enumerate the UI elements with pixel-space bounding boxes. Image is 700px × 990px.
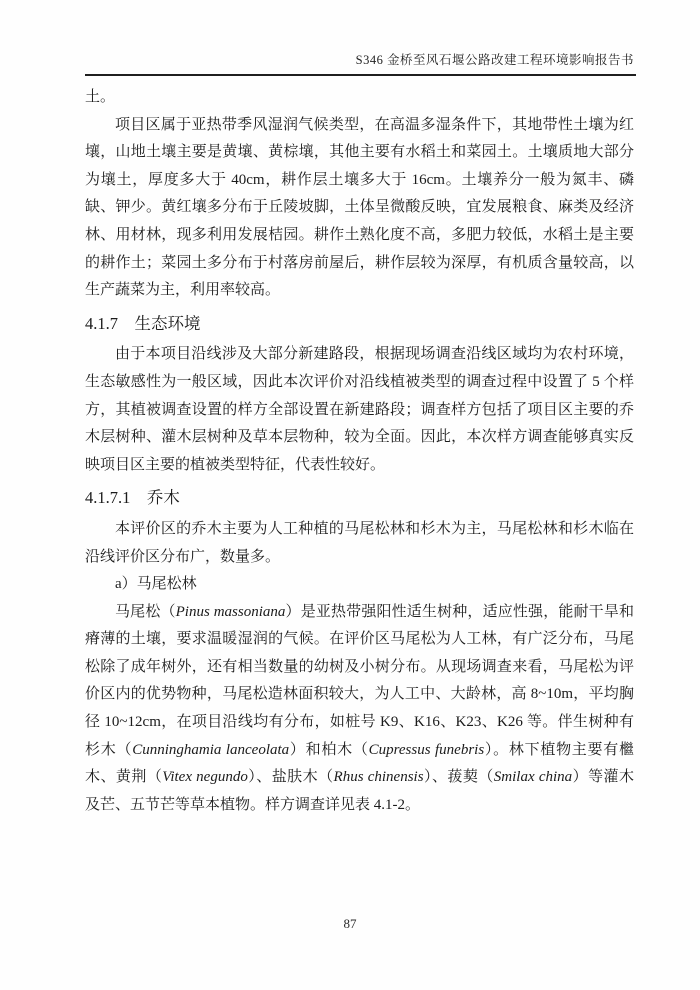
list-item-masson-pine-forest: a）马尾松林: [115, 576, 197, 593]
latin-species-name: Cunninghamia lanceolata: [132, 741, 290, 758]
header-rule: [85, 74, 636, 76]
latin-species-name: Smilax china: [493, 769, 573, 786]
paragraph-soil-types: 项目区属于亚热带季风湿润气候类型，在高温多湿条件下，其地带性土壤为红壤，山地土壤主要是黄壤、黄棕壤，其他主要有水稻土和菜园土。土壤质地大部分为壤土，厚度多大于 40cm，耕作层土壤多大于 16cm。土壤养分一般为氮丰、磷缺、钾少。黄红壤多分布于丘陵坡脚，土体呈微酸反映，宜发展粮食、麻类及经济林、用材林，现多利用发展桔园。耕作土熟化度不高，多肥力较低，水稻土是主要的耕作土；菜园土多分布于村落房前屋后，耕作层较为深厚，有机质含量较高，以生产蔬菜为主，利用率较高。: [85, 116, 634, 299]
paragraph-vegetation-survey: 由于本项目沿线涉及大部分新建路段，根据现场调查沿线区域均为农村环境，生态敏感性为一般区域，因此本次评价对沿线植被类型的调查过程中设置了 5 个样方，其植被调查设置的样方全部设置在新建路段；调查样方包括了项目区主要的乔木层树种、灌木层树种及草本层物种，较为全面。因此，本次样方调查能够真实反映项目区主要的植被类型特征，代表性较好。: [85, 346, 634, 473]
document-body: [85, 84, 634, 819]
paragraph-tree-overview: 本评价区的乔木主要为人工种植的马尾松林和杉木为主，马尾松林和杉木临在沿线评价区分布广，数量多。: [85, 520, 634, 565]
running-header-title: S346 金桥至风石堰公路改建工程环境影响报告书: [355, 53, 634, 67]
paragraph-continuation-soil: 土。: [85, 89, 116, 105]
latin-species-name: Cupressus funebris: [368, 741, 485, 758]
page-number: 87: [343, 916, 357, 931]
subsection-heading-trees: 4.1.7.1 乔木: [85, 488, 180, 508]
latin-species-name: Pinus massoniana: [175, 603, 286, 620]
latin-species-name: Vitex negundo: [162, 769, 248, 786]
section-heading-ecological-environment: 4.1.7 生态环境: [85, 313, 201, 333]
latin-species-name: Rhus chinensis: [333, 769, 424, 786]
paragraph-masson-pine-detail: 马尾松（Pinus massoniana）是亚热带强阳性适生树种，适应性强，能耐干旱和瘠薄的土壤，要求温暖湿润的气候。在评价区马尾松为人工林，有广泛分布，马尾松除了成年树外，还有相当数量的幼树及小树分布。从现场调查来看，马尾松为评价区内的优势物种，马尾松造林面积较大，为人工中、大龄林，高 8~10m，平均胸径 10~12cm，在项目沿线均有分布，如桩号 K9、K16、K23、K26 等。伴生树种有杉木（Cunninghamia lanceolata）和柏木（Cupressus funebris）。林下植物主要有檵木、黄荆（Vitex negundo）、盐肤木（Rhus chinensis）、菝葜（Smilax china）等灌木及芒、五节芒等草本植物。样方调查详见表 4.1-2。: [85, 603, 634, 813]
